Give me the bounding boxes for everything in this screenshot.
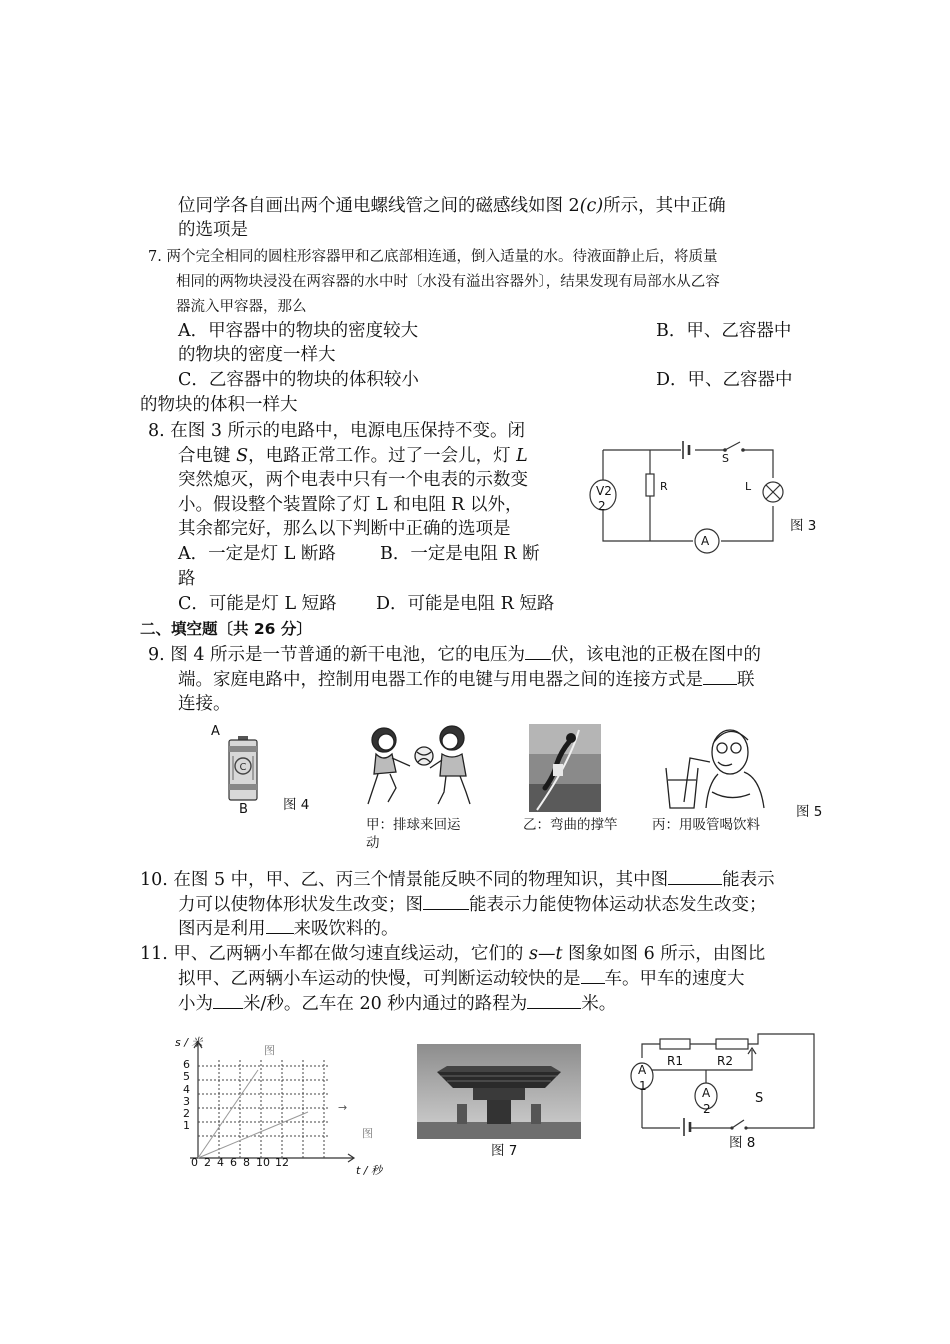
fig6-x-tick: 8: [243, 1156, 250, 1169]
fig6-y-label: s / 米: [175, 1036, 203, 1049]
q10-line1: 10. 在图 5 中，甲、乙、丙三个情景能反映不同的物理知识，其中图 能表示: [140, 870, 775, 890]
figure-3-circuit: [585, 438, 815, 558]
figure-4-battery: [224, 736, 262, 802]
fig6-y-tick: 5: [183, 1070, 190, 1084]
q11-blank-distance[interactable]: [527, 992, 581, 1009]
fig5-jia-line1: 甲：排球来回运: [366, 817, 461, 833]
figure-7-pavilion-photo: [417, 1044, 581, 1139]
q11-blank-speed[interactable]: [213, 992, 243, 1009]
fig5-jia-line2: 动: [366, 835, 380, 851]
fig6-y-tick: 4: [183, 1082, 190, 1096]
fig8-a1-sub: 1: [639, 1079, 647, 1093]
q10-blank-pressure[interactable]: [266, 917, 294, 934]
q8-option-a: A．一定是灯 L 断路: [178, 544, 336, 564]
q10-blank-motion[interactable]: [423, 893, 469, 910]
fig3-switch-label: S: [722, 452, 729, 465]
fig7-caption: 图 7: [491, 1143, 518, 1159]
q7-option-c: C．乙容器中的物块的体积较小: [178, 370, 419, 390]
fig6-y-tick: 2: [183, 1107, 190, 1121]
fig6-tag-top: 图: [264, 1044, 275, 1057]
fig3-lamp-label: L: [745, 480, 752, 493]
q8-line5: 其余都完好，那么以下判断中正确的选项是: [178, 519, 511, 539]
fig6-y-tick: 6: [183, 1058, 190, 1071]
fig6-y-tick: 3: [183, 1094, 190, 1108]
fig6-tag-bottom: 图: [362, 1127, 373, 1140]
q9-line3: 连接。: [178, 694, 231, 714]
q8-option-b: B．一定是电阻 R 断: [380, 544, 540, 564]
figure-5-yi-pole-vault-photo: [529, 724, 601, 812]
figure-5-jia-volleyball: [362, 722, 482, 812]
q8-line3: 突然熄灭，两个电表中只有一个电表的示数变: [178, 470, 528, 490]
fig3-voltmeter-label: V2: [596, 484, 612, 498]
section-2-title: 二、填空题〔共 26 分〕: [140, 620, 312, 638]
fig6-x-tick: 4: [217, 1156, 224, 1169]
fig6-x-tick: 0: [191, 1156, 198, 1169]
fig6-x-tick: 2: [204, 1156, 211, 1169]
fig8-a1-label: A: [638, 1063, 647, 1077]
q7-option-d-cont: 的物块的体积一样大: [140, 395, 298, 415]
fig5-caption: 图 5: [796, 804, 823, 820]
q8-line1: 8. 在图 3 所示的电路中，电源电压保持不变。闭: [148, 421, 526, 441]
q7-option-b: B．甲、乙容器中: [656, 321, 792, 341]
fig6-y-ticks: [180, 1059, 190, 1133]
q9-line2: 端。家庭电路中，控制用电器工作的电键与用电器之间的连接方式是 联: [178, 670, 755, 690]
fig8-a2-label: A: [702, 1086, 711, 1100]
fig4-top-label: A: [211, 724, 220, 739]
q9-blank-connection[interactable]: [703, 668, 737, 685]
q8-line2: 合电键 S，电路正常工作。过了一会儿，灯 L: [178, 446, 528, 466]
fig3-ammeter-label: A: [701, 534, 710, 548]
q7-stem-line1: 7. 两个完全相同的圆柱形容器甲和乙底部相连通，倒入适量的水。待液面静止后，将质量: [148, 249, 718, 265]
svg-text:C: C: [239, 762, 247, 773]
q8-option-c: C．可能是灯 L 短路: [178, 594, 337, 614]
q11-line2: 拟甲、乙两辆小车运动的快慢，可判断运动较快的是 车。甲车的速度大: [178, 969, 745, 989]
q8-option-d: D．可能是电阻 R 短路: [376, 594, 555, 614]
fig3-resistor-label: R: [660, 480, 668, 493]
q9-line1: 9. 图 4 所示是一节普通的新干电池，它的电压为 伏，该电池的正极在图中的: [148, 645, 762, 665]
fig8-switch-label: S: [755, 1091, 764, 1106]
q6-line2: 的选项是: [178, 220, 248, 240]
q10-line3: 图丙是利用 来吸饮料的。: [178, 919, 399, 939]
fig6-tag-right: →: [338, 1101, 348, 1114]
fig5-bing-caption: 丙：用吸管喝饮料: [652, 817, 760, 833]
fig8-r2-label: R2: [717, 1054, 733, 1068]
fig6-x-tick: 6: [230, 1156, 237, 1169]
fig6-x-label: t / 秒: [356, 1164, 383, 1177]
fig8-r1-label: R1: [667, 1054, 683, 1068]
q9-blank-voltage[interactable]: [525, 643, 551, 660]
q11-line1: 11. 甲、乙两辆小车都在做匀速直线运动，它们的 s—t 图象如图 6 所示，由图比: [140, 944, 766, 964]
figure-8-circuit: [628, 1030, 818, 1130]
fig6-y-tick: 1: [183, 1119, 190, 1133]
q7-option-d: D．甲、乙容器中: [656, 370, 793, 390]
fig8-a2-sub: 2: [703, 1102, 711, 1116]
fig6-x-tick: 10: [256, 1156, 270, 1169]
fig4-caption: 图 4: [283, 797, 310, 813]
q10-line2: 力可以使物体形状发生改变；图 能表示力能使物体运动状态发生改变；: [178, 895, 767, 915]
q8-option-b-cont: 路: [178, 569, 196, 589]
fig3-voltmeter-sub: 2: [598, 499, 606, 513]
fig6-x-tick: 12: [275, 1156, 289, 1169]
fig8-caption: 图 8: [729, 1135, 756, 1151]
q7-option-a: A．甲容器中的物块的密度较大: [178, 321, 419, 341]
figure-5-bing-straw-drinking: [660, 722, 778, 812]
q6-line1: 位同学各自画出两个通电螺线管之间的磁感线如图 2(c)所示，其中正确: [178, 196, 726, 216]
q7-stem-line3: 器流入甲容器，那么: [176, 299, 307, 315]
q11-line3: 小为 米/秒。乙车在 20 秒内通过的路程为 米。: [178, 994, 617, 1014]
q7-stem-line2: 相同的两物块浸没在两容器的水中时〔水没有溢出容器外〕，结果发现有局部水从乙容: [176, 274, 720, 290]
q7-option-b-cont: 的物块的密度一样大: [178, 345, 336, 365]
fig4-bottom-label: B: [239, 802, 248, 817]
q11-blank-faster-car[interactable]: [581, 967, 605, 984]
q10-blank-shape[interactable]: [668, 868, 722, 885]
q8-line4: 小。假设整个装置除了灯 L 和电阻 R 以外，: [178, 495, 523, 515]
fig5-yi-caption: 乙：弯曲的撑竿: [523, 817, 618, 833]
figure-6-st-graph: [188, 1040, 363, 1165]
fig3-caption: 图 3: [790, 518, 817, 534]
